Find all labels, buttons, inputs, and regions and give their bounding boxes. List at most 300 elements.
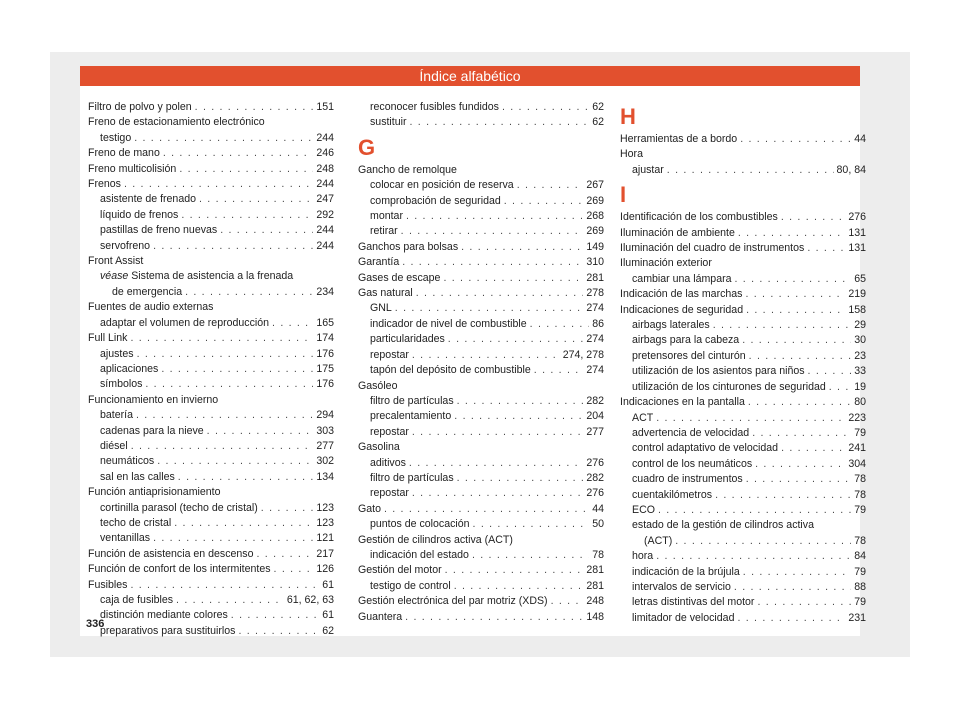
dot-leader: [502, 100, 589, 115]
entry-term: puntos de colocación: [370, 518, 470, 531]
entry-term: Gases de escape: [358, 271, 441, 284]
page-reference: 310: [586, 256, 604, 269]
entry-term: Iluminación del cuadro de instrumentos: [620, 242, 805, 255]
page-reference: 303: [316, 424, 334, 437]
index-entry: [620, 411, 866, 426]
entry-term: caja de fusibles: [100, 594, 174, 606]
dot-leader: [130, 331, 313, 346]
page-reference: 126: [316, 563, 334, 576]
dot-leader: [409, 456, 583, 471]
page-reference: 29: [854, 319, 866, 332]
index-entry: [620, 226, 866, 241]
page-reference: 234: [316, 285, 334, 298]
entry-term: montar: [370, 210, 403, 223]
dot-leader: [551, 594, 584, 609]
entry-term: Garantía: [358, 256, 400, 269]
page-reference: 23: [854, 349, 866, 362]
index-heading: estado de la gestión de cilindros activa: [632, 519, 814, 532]
page-reference: 158: [848, 303, 866, 316]
entry-term: advertencia de velocidad: [632, 426, 750, 439]
dot-leader: [412, 425, 583, 440]
dot-leader: [274, 562, 314, 577]
page-reference: 268: [586, 210, 604, 223]
dot-leader: [445, 563, 584, 578]
entry-term: colocar en posición de reserva: [370, 179, 514, 192]
section-letter: H: [620, 104, 636, 129]
entry-term: servofreno: [100, 239, 151, 252]
page-reference: 247: [316, 193, 334, 206]
dot-leader: [153, 239, 313, 254]
page-reference: 165: [316, 316, 334, 329]
dot-leader: [530, 317, 590, 332]
dot-leader: [178, 470, 314, 485]
page-reference: 151: [316, 101, 334, 113]
entry-term: diésel: [100, 439, 128, 452]
dot-leader: [410, 115, 590, 130]
page-reference: 276: [848, 211, 866, 224]
index-entry: [358, 271, 604, 286]
page-reference: 79: [854, 503, 866, 516]
page-reference: 281: [586, 579, 604, 592]
dot-leader: [781, 210, 845, 225]
index-entry: [88, 192, 334, 207]
dot-leader: [405, 610, 583, 625]
entry-term: cambiar una lámpara: [632, 272, 732, 285]
index-entry: [88, 100, 334, 115]
entry-term: particularidades: [370, 333, 445, 346]
section-letter: I: [620, 182, 627, 208]
index-entry: [620, 395, 866, 410]
page-reference: 134: [316, 470, 334, 483]
dot-leader: [740, 132, 851, 147]
entry-term: Freno de mano: [88, 147, 160, 160]
index-entry: [358, 517, 604, 532]
page-reference: 148: [586, 610, 604, 623]
index-entry: [358, 209, 604, 224]
page-reference: 176: [316, 347, 334, 360]
entry-term: Ganchos para bolsas: [358, 240, 459, 253]
dot-leader: [406, 209, 583, 224]
entry-term: preparativos para sustituirlos: [100, 624, 236, 637]
entry-term: tapón del depósito de combustible: [370, 364, 531, 377]
index-entry: [88, 239, 334, 254]
page-reference: 274: [586, 364, 604, 377]
page-reference: 62: [322, 624, 334, 637]
entry-term: hora: [632, 550, 654, 563]
page-reference: 80, 84: [836, 163, 866, 176]
dot-leader: [416, 286, 584, 301]
page-reference: 84: [854, 550, 866, 563]
dot-leader: [145, 377, 313, 392]
page-reference: 174: [316, 332, 334, 345]
dot-leader: [207, 424, 314, 439]
page-reference: 123: [316, 516, 334, 529]
index-entry: [88, 408, 334, 423]
entry-term: utilización de los cinturones de seguridad: [632, 380, 826, 393]
index-entry: [358, 594, 604, 609]
dot-leader: [231, 608, 319, 623]
dot-leader: [738, 226, 845, 241]
index-column-3: [620, 100, 866, 626]
index-entry: [88, 347, 334, 362]
entry-term: Indicaciones de seguridad: [620, 303, 744, 316]
dot-leader: [534, 363, 584, 378]
index-entry: [620, 272, 866, 287]
index-column-2: [358, 100, 604, 625]
dot-leader: [384, 502, 589, 517]
page-reference: 50: [592, 518, 604, 531]
index-entry: [620, 549, 866, 564]
entry-term: de emergencia: [112, 285, 183, 298]
index-entry: [88, 608, 334, 623]
entry-term: testigo: [100, 131, 132, 144]
page-reference: 131: [848, 226, 866, 239]
dot-leader: [272, 316, 313, 331]
index-entry: [620, 349, 866, 364]
index-entry: [620, 380, 866, 395]
index-entry: [358, 409, 604, 424]
see-target: Sistema de asistencia a la frenada: [128, 270, 294, 283]
page-reference: 277: [316, 439, 334, 452]
page-reference: 65: [854, 272, 866, 285]
index-entry: [358, 115, 604, 130]
index-entry: [88, 331, 334, 346]
entry-term: indicador de nivel de combustible: [370, 317, 527, 330]
page-reference: 217: [316, 547, 334, 560]
index-entry: [88, 593, 334, 608]
dot-leader: [454, 409, 583, 424]
entry-term: Freno multicolisión: [88, 162, 177, 175]
index-entry: [620, 534, 866, 549]
dot-leader: [130, 578, 319, 593]
index-entry: [88, 470, 334, 485]
page-reference: 304: [848, 457, 866, 470]
dot-leader: [757, 595, 851, 610]
index-entry: [620, 163, 866, 178]
index-entry: [88, 362, 334, 377]
page-reference: 282: [586, 394, 604, 407]
entry-term: adaptar el volumen de reproducción: [100, 316, 270, 329]
page-reference: 78: [854, 473, 866, 486]
entry-term: control de los neumáticos: [632, 457, 753, 470]
page-reference: 274: [586, 302, 604, 315]
dot-leader: [220, 223, 313, 238]
entry-term: líquido de frenos: [100, 208, 179, 221]
entry-term: Indicación de las marchas: [620, 288, 743, 301]
entry-term: cuentakilómetros: [632, 488, 713, 501]
entry-term: cuadro de instrumentos: [632, 473, 743, 486]
entry-term: Gestión electrónica del par motriz (XDS): [358, 595, 548, 608]
index-heading: Front Assist: [88, 255, 144, 268]
dot-leader: [745, 287, 845, 302]
index-heading: Fuentes de audio externas: [88, 301, 214, 314]
page-reference: 149: [586, 240, 604, 253]
entry-term: filtro de partículas: [370, 394, 454, 407]
entry-term: distinción mediante colores: [100, 609, 228, 622]
page-reference: 204: [586, 410, 604, 423]
dot-leader: [261, 501, 314, 516]
page-reference: 219: [848, 288, 866, 301]
entry-term: retirar: [370, 225, 398, 238]
index-entry: [88, 146, 334, 161]
entry-term: airbags laterales: [632, 319, 710, 332]
entry-term: Identificación de los combustibles: [620, 211, 778, 224]
dot-leader: [136, 408, 313, 423]
index-entry: [88, 208, 334, 223]
index-entry: [358, 332, 604, 347]
dot-leader: [656, 549, 851, 564]
index-entry: [88, 624, 334, 639]
page-reference: 281: [586, 564, 604, 577]
index-entry: [88, 501, 334, 516]
index-entry: [358, 579, 604, 594]
page-reference: 61: [322, 609, 334, 622]
index-entry: [358, 486, 604, 501]
index-entry: [88, 439, 334, 454]
entry-term: Gato: [358, 502, 381, 515]
entry-term: airbags para la cabeza: [632, 334, 740, 347]
index-entry: [358, 255, 604, 270]
page-reference: 244: [316, 224, 334, 237]
index-heading: Hora: [620, 148, 643, 161]
page-reference: 86: [592, 317, 604, 330]
dot-leader: [412, 486, 583, 501]
entry-term: Gas natural: [358, 287, 413, 300]
entry-term: limitador de velocidad: [632, 611, 735, 624]
index-entry: [620, 364, 866, 379]
index-entry: [358, 224, 604, 239]
index-entry: [88, 223, 334, 238]
page-reference: 248: [586, 595, 604, 608]
page-reference: 278: [586, 287, 604, 300]
dot-leader: [395, 301, 584, 316]
dot-leader: [124, 177, 313, 192]
index-entry: [620, 303, 866, 318]
index-entry: [358, 317, 604, 332]
entry-term: (ACT): [644, 534, 673, 547]
dot-leader: [443, 271, 583, 286]
page-reference: 281: [586, 271, 604, 284]
dot-leader: [199, 192, 313, 207]
dot-leader: [667, 163, 834, 178]
index-heading: Gasóleo: [358, 379, 398, 392]
page-reference: 277: [586, 425, 604, 438]
dot-leader: [473, 517, 590, 532]
index-entry: [620, 611, 866, 626]
dot-leader: [746, 303, 845, 318]
index-heading: Gancho de remolque: [358, 163, 457, 176]
dot-leader: [781, 441, 845, 456]
index-entry: [358, 240, 604, 255]
index-entry: [620, 210, 866, 225]
page-reference: 44: [592, 502, 604, 515]
page-reference: 248: [316, 162, 334, 175]
index-entry: [358, 348, 604, 363]
entry-term: Función de confort de los intermitentes: [88, 563, 271, 576]
page-reference: 19: [854, 380, 866, 393]
page-reference: 269: [586, 225, 604, 238]
dot-leader: [457, 394, 584, 409]
entry-term: repostar: [370, 487, 409, 500]
index-entry: [620, 132, 866, 147]
index-entry: [620, 241, 866, 256]
page-reference: 292: [316, 208, 334, 221]
dot-leader: [748, 395, 851, 410]
see-label: véase: [100, 270, 129, 283]
page-reference: 241: [848, 442, 866, 455]
index-entry: [88, 454, 334, 469]
entry-term: indicación de la brújula: [632, 565, 740, 578]
index-column-1: [88, 100, 334, 639]
index-entry: [620, 595, 866, 610]
page-reference: 274, 278: [562, 348, 604, 361]
dot-leader: [402, 255, 583, 270]
page-reference: 274: [586, 333, 604, 346]
index-entry: [88, 424, 334, 439]
dot-leader: [746, 472, 851, 487]
index-entry: [88, 531, 334, 546]
entry-term: techo de cristal: [100, 516, 172, 529]
dot-leader: [713, 318, 851, 333]
entry-term: repostar: [370, 425, 409, 438]
dot-leader: [517, 178, 584, 193]
entry-term: Herramientas de a bordo: [620, 133, 738, 145]
dot-leader: [174, 516, 313, 531]
entry-term: pretensores del cinturón: [632, 349, 746, 362]
page-reference: 244: [316, 131, 334, 144]
page-reference: 131: [848, 242, 866, 255]
dot-leader: [656, 411, 845, 426]
dot-leader: [743, 565, 851, 580]
entry-term: Iluminación de ambiente: [620, 226, 735, 239]
index-heading: Gestión de cilindros activa (ACT): [358, 533, 513, 546]
index-heading: Funcionamiento en invierno: [88, 393, 219, 406]
index-entry: [88, 516, 334, 531]
entry-term: ACT: [632, 411, 654, 424]
page-reference: 88: [854, 580, 866, 593]
dot-leader: [163, 146, 313, 161]
entry-term: símbolos: [100, 378, 143, 391]
page-reference: 61, 62, 63: [286, 594, 334, 606]
index-heading: Iluminación exterior: [620, 257, 712, 270]
page-reference: 79: [854, 596, 866, 609]
index-heading: Gasolina: [358, 441, 400, 454]
dot-leader: [238, 624, 319, 639]
entry-term: batería: [100, 409, 133, 422]
page-reference: 246: [316, 147, 334, 160]
index-entry: [358, 363, 604, 378]
entry-term: cadenas para la nieve: [100, 424, 204, 437]
dot-leader: [181, 208, 313, 223]
page-reference: 244: [316, 178, 334, 191]
page-reference: 61: [322, 578, 334, 591]
dot-leader: [137, 347, 314, 362]
index-entry: [358, 301, 604, 316]
dot-leader: [185, 285, 313, 300]
page-reference: 79: [854, 426, 866, 439]
dot-leader: [401, 224, 584, 239]
entry-term: letras distintivas del motor: [632, 596, 755, 609]
entry-term: intervalos de servicio: [632, 580, 731, 593]
entry-term: Guantera: [358, 610, 403, 623]
entry-term: indicación del estado: [370, 548, 469, 561]
page-reference: 62: [592, 101, 604, 113]
page-reference: 269: [586, 194, 604, 207]
dot-leader: [752, 426, 851, 441]
dot-leader: [734, 580, 851, 595]
index-entry: [88, 547, 334, 562]
page-reference: 78: [854, 534, 866, 547]
page-number: 336: [86, 618, 105, 630]
page-reference: 267: [586, 179, 604, 192]
page-reference: 79: [854, 565, 866, 578]
entry-term: sal en las calles: [100, 470, 175, 483]
entry-term: pastillas de freno nuevas: [100, 224, 218, 237]
entry-term: repostar: [370, 348, 409, 361]
dot-leader: [735, 272, 852, 287]
entry-term: aplicaciones: [100, 362, 159, 375]
page-reference: 231: [848, 611, 866, 624]
entry-term: asistente de frenado: [100, 193, 197, 206]
index-entry: [358, 100, 604, 115]
entry-term: ventanillas: [100, 532, 151, 545]
dot-leader: [461, 240, 583, 255]
dot-leader: [161, 362, 313, 377]
dot-leader: [749, 349, 852, 364]
page-reference: 80: [854, 396, 866, 409]
dot-leader: [472, 548, 589, 563]
entry-term: ECO: [632, 503, 655, 516]
index-entry: [358, 548, 604, 563]
page-reference: 121: [316, 532, 334, 545]
page-reference: 244: [316, 239, 334, 252]
index-entry: [358, 502, 604, 517]
index-entry: [620, 426, 866, 441]
dot-leader: [808, 364, 852, 379]
index-entry: [88, 562, 334, 577]
dot-leader: [675, 534, 851, 549]
index-heading: Freno de estacionamiento electrónico: [88, 116, 265, 129]
dot-leader: [153, 531, 313, 546]
index-entry: [358, 563, 604, 578]
entry-term: Fusibles: [88, 578, 128, 591]
index-entry: [620, 457, 866, 472]
page-reference: 30: [854, 334, 866, 347]
index-heading: Función antiaprisionamiento: [88, 486, 221, 499]
dot-leader: [412, 348, 560, 363]
page-reference: 223: [848, 411, 866, 424]
dot-leader: [257, 547, 314, 562]
index-entry: [358, 610, 604, 625]
page-reference: 44: [854, 133, 866, 145]
page-reference: 294: [316, 409, 334, 422]
page-reference: 175: [316, 362, 334, 375]
entry-term: utilización de los asientos para niños: [632, 365, 805, 378]
dot-leader: [504, 194, 584, 209]
dot-leader: [737, 611, 845, 626]
entry-term: filtro de partículas: [370, 471, 454, 484]
index-entry: [358, 194, 604, 209]
dot-leader: [134, 131, 313, 146]
entry-term: testigo de control: [370, 579, 451, 592]
index-entry: [358, 425, 604, 440]
index-entry: [620, 287, 866, 302]
index-entry: [358, 394, 604, 409]
entry-term: Filtro de polvo y polen: [88, 101, 192, 113]
entry-term: control adaptativo de velocidad: [632, 442, 779, 455]
entry-term: Gestión del motor: [358, 564, 442, 577]
dot-leader: [807, 241, 845, 256]
